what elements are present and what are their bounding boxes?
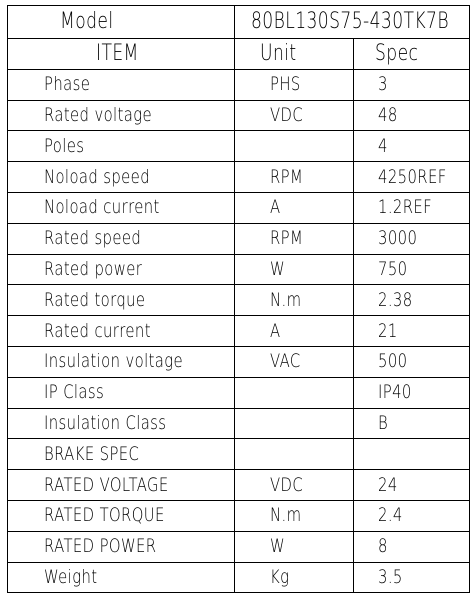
row-spec: 8 — [378, 535, 388, 558]
unit-cell — [235, 69, 354, 100]
spec-cell — [354, 316, 470, 347]
row-unit: VDC — [270, 103, 304, 126]
row-item: IP Class — [44, 381, 105, 404]
spec-header-cell — [354, 39, 470, 70]
unit-cell — [235, 223, 354, 254]
item-cell — [8, 254, 235, 285]
item-cell — [8, 470, 235, 501]
item-cell — [8, 408, 235, 439]
item-header-cell — [8, 39, 235, 70]
table-row — [8, 254, 470, 285]
row-unit: W — [270, 257, 286, 280]
row-item: Rated power — [44, 257, 143, 280]
item-cell — [8, 69, 235, 100]
model-value: 80BL130S75-430TK7B — [251, 9, 449, 34]
spec-table — [7, 5, 470, 593]
row-item: BRAKE SPEC — [44, 442, 140, 465]
row-item: Poles — [44, 134, 85, 157]
row-item: Rated speed — [44, 227, 142, 250]
row-spec: IP40 — [378, 381, 412, 404]
row-item: RATED VOLTAGE — [44, 473, 169, 496]
row-spec: 21 — [378, 319, 398, 342]
row-spec: 3.5 — [378, 565, 403, 588]
row-spec: 24 — [378, 473, 398, 496]
row-item: Rated voltage — [44, 103, 153, 126]
row-spec: 1.2REF — [378, 196, 433, 219]
unit-cell — [235, 192, 354, 223]
row-spec: 4250REF — [378, 165, 447, 188]
item-cell — [8, 346, 235, 377]
unit-cell — [235, 408, 354, 439]
row-item: RATED TORQUE — [44, 504, 165, 527]
spec-cell — [354, 223, 470, 254]
unit-cell — [235, 439, 354, 470]
row-item: Insulation voltage — [44, 350, 184, 373]
spec-cell — [354, 377, 470, 408]
table-row — [8, 131, 470, 162]
row-item: Insulation Class — [44, 411, 167, 434]
spec-cell — [354, 192, 470, 223]
table-row — [8, 346, 470, 377]
table-row — [8, 439, 470, 470]
item-cell — [8, 377, 235, 408]
row-unit: RPM — [270, 165, 304, 188]
row-item: Weight — [44, 565, 98, 588]
spec-cell — [354, 285, 470, 316]
row-item: Noload current — [44, 196, 160, 219]
row-spec: 2.38 — [378, 288, 413, 311]
row-spec: B — [378, 411, 389, 434]
row-unit: VDC — [270, 473, 304, 496]
table-row — [8, 470, 470, 501]
table-row — [8, 69, 470, 100]
table-row — [8, 408, 470, 439]
row-unit: W — [270, 535, 286, 558]
spec-header: Spec — [375, 40, 419, 66]
spec-cell — [354, 500, 470, 531]
item-cell — [8, 531, 235, 562]
table-row — [8, 562, 470, 593]
table-row — [8, 100, 470, 131]
model-label: Model — [60, 9, 114, 34]
unit-cell — [235, 285, 354, 316]
item-cell — [8, 316, 235, 347]
row-spec: 3 — [378, 73, 388, 96]
unit-cell — [235, 531, 354, 562]
spec-cell — [354, 408, 470, 439]
row-unit: RPM — [270, 227, 304, 250]
table-row — [8, 223, 470, 254]
unit-cell — [235, 316, 354, 347]
row-item: Rated torque — [44, 288, 146, 311]
spec-cell — [354, 470, 470, 501]
item-cell — [8, 439, 235, 470]
item-cell — [8, 192, 235, 223]
row-item: Rated current — [44, 319, 151, 342]
row-unit: N.m — [270, 504, 302, 527]
row-spec: 750 — [378, 257, 408, 280]
table-row — [8, 377, 470, 408]
item-cell — [8, 162, 235, 193]
unit-cell — [235, 562, 354, 593]
model-value-cell — [235, 6, 470, 39]
spec-cell — [354, 346, 470, 377]
spec-cell — [354, 531, 470, 562]
item-cell — [8, 562, 235, 593]
table-row — [8, 500, 470, 531]
unit-cell — [235, 500, 354, 531]
row-spec: 3000 — [378, 227, 418, 250]
spec-cell — [354, 131, 470, 162]
unit-cell — [235, 254, 354, 285]
spec-cell — [354, 439, 470, 470]
unit-cell — [235, 162, 354, 193]
unit-cell — [235, 346, 354, 377]
item-cell — [8, 100, 235, 131]
spec-cell — [354, 254, 470, 285]
row-unit: A — [270, 196, 281, 219]
row-spec: 48 — [378, 103, 398, 126]
row-item: RATED POWER — [44, 535, 157, 558]
unit-cell — [235, 470, 354, 501]
spec-cell — [354, 162, 470, 193]
item-cell — [8, 285, 235, 316]
unit-cell — [235, 131, 354, 162]
item-header: ITEM — [96, 40, 139, 66]
row-spec: 2.4 — [378, 504, 403, 527]
item-cell — [8, 131, 235, 162]
row-item: Phase — [44, 73, 91, 96]
table-row — [8, 285, 470, 316]
item-cell — [8, 500, 235, 531]
spec-cell — [354, 69, 470, 100]
unit-cell — [235, 100, 354, 131]
row-spec: 500 — [378, 350, 408, 373]
spec-cell — [354, 100, 470, 131]
item-cell — [8, 223, 235, 254]
row-unit: PHS — [270, 73, 301, 96]
table-row — [8, 192, 470, 223]
table-row — [8, 531, 470, 562]
unit-header-cell — [235, 39, 354, 70]
unit-cell — [235, 377, 354, 408]
spec-cell — [354, 562, 470, 593]
row-unit: Kg — [270, 565, 290, 588]
row-unit: A — [270, 319, 281, 342]
model-row — [8, 6, 470, 39]
model-label-cell — [8, 6, 235, 39]
column-header-row — [8, 39, 470, 70]
table-row — [8, 316, 470, 347]
row-unit: VAC — [270, 350, 301, 373]
unit-header: Unit — [260, 40, 297, 66]
row-item: Noload speed — [44, 165, 150, 188]
table-row — [8, 162, 470, 193]
row-spec: 4 — [378, 134, 388, 157]
row-unit: N.m — [270, 288, 302, 311]
